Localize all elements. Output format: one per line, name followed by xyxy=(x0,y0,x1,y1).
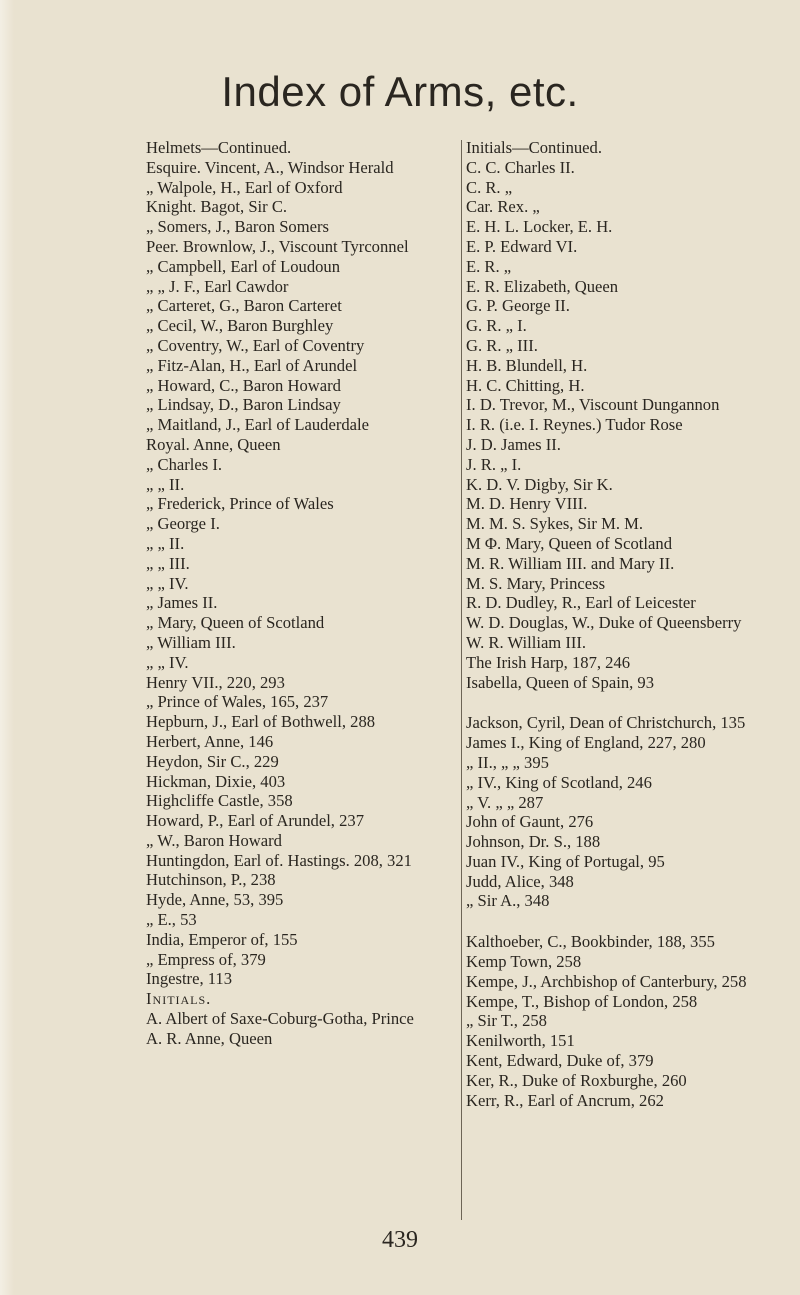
index-entry: „ Sir T., 258 xyxy=(466,1011,547,1031)
section-heading-initials: Initials. xyxy=(146,989,212,1009)
index-entry: „ Walpole, H., Earl of Oxford xyxy=(146,177,343,197)
index-entry: „ James II. xyxy=(146,593,218,613)
index-entry: H. C. Chitting, H. xyxy=(466,375,585,395)
index-entry: I. R. (i.e. I. Reynes.) Tudor Rose xyxy=(466,415,683,435)
index-entry: „ W., Baron Howard xyxy=(146,830,282,850)
index-entry: „ „ II. xyxy=(146,533,185,553)
index-entry: Isabella, Queen of Spain, 93 xyxy=(466,672,655,692)
index-entry: Heydon, Sir C., 229 xyxy=(146,751,279,771)
index-entry: Howard, P., Earl of Arundel, 237 xyxy=(146,811,364,831)
index-entry: Kerr, R., Earl of Ancrum, 262 xyxy=(466,1090,664,1110)
index-entry: John of Gaunt, 276 xyxy=(466,812,594,832)
index-entry: „ Mary, Queen of Scotland xyxy=(146,613,325,633)
index-entry: Henry VII., 220, 293 xyxy=(146,672,285,692)
index-entry: „ Campbell, Earl of Loudoun xyxy=(146,256,341,276)
page-number: 439 xyxy=(382,1227,418,1253)
index-entry: Initials—Continued. xyxy=(466,138,602,157)
index-entry: Herbert, Anne, 146 xyxy=(146,731,274,751)
index-entry: „ Lindsay, D., Baron Lindsay xyxy=(146,395,341,415)
index-entry: Huntingdon, Earl of. Hastings. 208, 321 xyxy=(146,850,412,870)
page-title: Index of Arms, etc. xyxy=(221,68,579,115)
index-entry: Hutchinson, P., 238 xyxy=(146,870,276,890)
index-entry: G. R. „ I. xyxy=(466,316,527,336)
index-entry: „ Howard, C., Baron Howard xyxy=(146,375,341,395)
index-entry: W. R. William III. xyxy=(466,632,587,652)
index-entry: H. B. Blundell, H. xyxy=(466,355,588,375)
index-entry: Kempe, J., Archbishop of Canterbury, 258 xyxy=(466,971,747,991)
page-edge xyxy=(0,0,14,1295)
index-entry: C. C. Charles II. xyxy=(466,157,575,177)
index-entry: „ Somers, J., Baron Somers xyxy=(146,217,329,237)
index-entry: Johnson, Dr. S., 188 xyxy=(466,832,601,852)
index-entry: G. P. George II. xyxy=(466,296,570,316)
index-entry: „ George I. xyxy=(146,514,220,534)
index-entry: „ E., 53 xyxy=(146,910,197,930)
index-entry: „ Maitland, J., Earl of Lauderdale xyxy=(146,415,370,435)
index-entry: „ „ IV. xyxy=(146,573,189,593)
index-entry: India, Emperor of, 155 xyxy=(146,929,298,949)
index-entry: Ker, R., Duke of Roxburghe, 260 xyxy=(466,1070,687,1090)
index-entry: Ingestre, 113 xyxy=(146,969,233,989)
index-entry: „ William III. xyxy=(146,632,236,652)
index-entry: M Φ. Mary, Queen of Scotland xyxy=(466,533,672,553)
index-entry: The Irish Harp, 187, 246 xyxy=(466,652,631,672)
index-entry: E. R. „ xyxy=(466,256,512,276)
index-entry: Kalthoeber, C., Bookbinder, 188, 355 xyxy=(466,932,715,952)
index-entry: M. M. S. Sykes, Sir M. M. xyxy=(466,514,644,534)
index-entry: I. D. Trevor, M., Viscount Dungannon xyxy=(466,395,720,415)
index-entry: „ „ II. xyxy=(146,474,185,494)
index-entry: E. P. Edward VI. xyxy=(466,236,578,256)
index-entry: „ II., „ „ 395 xyxy=(466,752,549,772)
index-entry: „ Charles I. xyxy=(146,454,223,474)
index-entry: Kemp Town, 258 xyxy=(466,952,582,972)
index-entry: Judd, Alice, 348 xyxy=(466,871,574,891)
index-entry: W. D. Douglas, W., Duke of Queensberry xyxy=(466,613,742,633)
index-entry: E. R. Elizabeth, Queen xyxy=(466,276,619,296)
index-entry: K. D. V. Digby, Sir K. xyxy=(466,474,613,494)
index-entry: „ Fitz-Alan, H., Earl of Arundel xyxy=(146,355,358,375)
section-gap-k xyxy=(466,911,786,932)
index-entry: Helmets—Continued. xyxy=(146,138,292,157)
index-entry: „ Frederick, Prince of Wales xyxy=(146,494,334,514)
index-entry: „ IV., King of Scotland, 246 xyxy=(466,772,652,792)
index-entry: „ Sir A., 348 xyxy=(466,891,550,911)
index-entry: „ „ IV. xyxy=(146,652,189,672)
index-entry: Hyde, Anne, 53, 395 xyxy=(146,890,284,910)
index-entry: J. D. James II. xyxy=(466,434,561,454)
index-entry: „ Prince of Wales, 165, 237 xyxy=(146,692,329,712)
index-entry: „ Empress of, 379 xyxy=(146,949,266,969)
index-entry: James I., King of England, 227, 280 xyxy=(466,733,706,753)
section-gap-j xyxy=(466,692,786,713)
index-entry: R. D. Dudley, R., Earl of Leicester xyxy=(466,593,696,613)
index-entry: E. H. L. Locker, E. H. xyxy=(466,217,613,237)
index-entry: C. R. „ xyxy=(466,177,513,197)
index-entry: „ Carteret, G., Baron Carteret xyxy=(146,296,342,316)
index-entry: M. S. Mary, Princess xyxy=(466,573,606,593)
index-entry: „ „ III. xyxy=(146,553,190,573)
index-entry: Juan IV., King of Portugal, 95 xyxy=(466,851,665,871)
index-entry: Knight. Bagot, Sir C. xyxy=(146,197,288,217)
index-entry: Royal. Anne, Queen xyxy=(146,434,281,454)
index-entry: Kenilworth, 151 xyxy=(466,1031,575,1051)
index-right-column xyxy=(466,138,786,1110)
index-entry: Hepburn, J., Earl of Bothwell, 288 xyxy=(146,712,376,732)
index-entry: G. R. „ III. xyxy=(466,335,538,355)
index-entry: A. R. Anne, Queen xyxy=(146,1028,273,1048)
index-entry: Peer. Brownlow, J., Viscount Tyrconnel xyxy=(146,236,409,256)
index-entry: M. R. William III. and Mary II. xyxy=(466,553,675,573)
index-entry: Highcliffe Castle, 358 xyxy=(146,791,293,811)
column-divider xyxy=(461,140,462,1220)
index-entry: Esquire. Vincent, A., Windsor Herald xyxy=(146,157,394,177)
index-entry: „ Coventry, W., Earl of Coventry xyxy=(146,335,365,355)
index-entry: J. R. „ I. xyxy=(466,454,522,474)
index-entry: A. Albert of Saxe-Coburg-Gotha, Prince xyxy=(146,1009,414,1029)
index-entry: M. D. Henry VIII. xyxy=(466,494,588,514)
index-entry: Jackson, Cyril, Dean of Christchurch, 135 xyxy=(466,713,746,733)
index-entry: „ V. „ „ 287 xyxy=(466,792,544,812)
index-entry: „ „ J. F., Earl Cawdor xyxy=(146,276,289,296)
index-entry: „ Cecil, W., Baron Burghley xyxy=(146,316,334,336)
index-entry: Hickman, Dixie, 403 xyxy=(146,771,286,791)
index-entry: Kempe, T., Bishop of London, 258 xyxy=(466,991,698,1011)
index-entry: Kent, Edward, Duke of, 379 xyxy=(466,1051,654,1071)
index-left-column xyxy=(146,138,454,1049)
index-entry: Car. Rex. „ xyxy=(466,197,540,217)
